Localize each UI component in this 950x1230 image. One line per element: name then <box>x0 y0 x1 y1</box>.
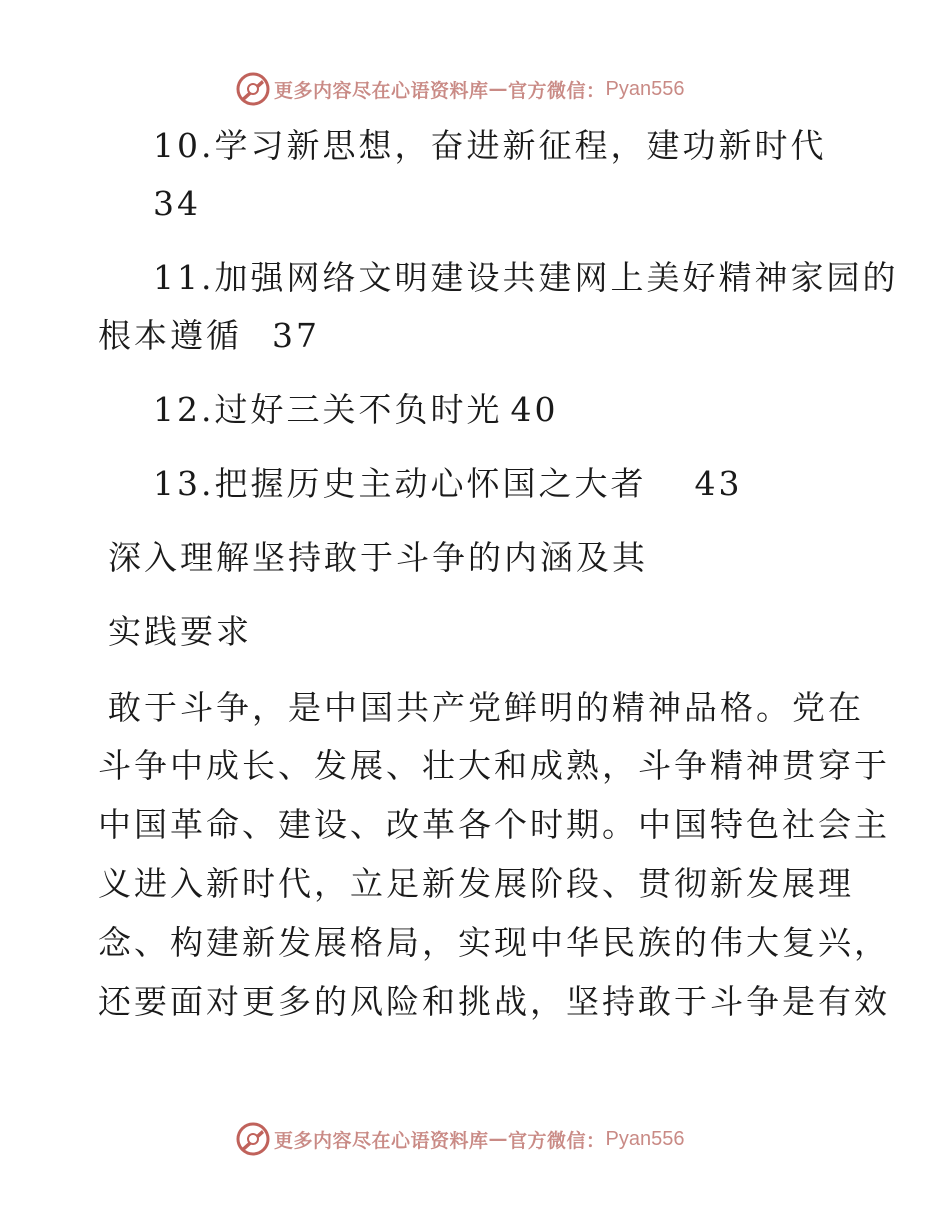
watermark-banner-bottom <box>236 1122 685 1156</box>
toc-entry <box>153 390 558 430</box>
article-heading-line: 实践要求 <box>108 612 252 651</box>
brand-logo-icon <box>236 72 270 106</box>
article-heading-line: 深入理解坚持敢于斗争的内涵及其 <box>108 538 648 577</box>
watermark-text: 更多内容尽在心语资料库 <box>274 1129 489 1152</box>
watermark-dash: — <box>488 1128 509 1150</box>
article-body-line: 斗争中成长、发展、壮大和成熟，斗争精神贯穿于 <box>98 746 890 785</box>
toc-entry-title: 10.学习新思想，奋进新征程，建功新时代 <box>153 126 827 165</box>
toc-entry-title: 11.加强网络文明建设共建网上美好精神家园的 <box>153 258 899 297</box>
article-body-line: 敢于斗争，是中国共产党鲜明的精神品格。党在 <box>108 688 864 727</box>
toc-entry-page: 37 <box>272 316 320 355</box>
brand-logo-icon <box>236 1122 270 1156</box>
article-body-line: 还要面对更多的风险和挑战，坚持敢于斗争是有效 <box>98 982 890 1021</box>
watermark-banner-top <box>236 72 685 106</box>
article-body-line: 念、构建新发展格局，实现中华民族的伟大复兴， <box>98 923 890 962</box>
toc-entry <box>153 464 742 504</box>
toc-entry-continuation <box>98 316 320 356</box>
watermark-wechat-id: Pyan556 <box>605 77 685 100</box>
article-body-line: 中国革命、建设、改革各个时期。中国特色社会主 <box>98 805 890 844</box>
toc-entry-title: 12.过好三关不负时光 <box>153 390 503 429</box>
toc-entry-page: 34 <box>153 184 201 223</box>
toc-entry-title-cont: 根本遵循 <box>98 316 242 355</box>
watermark-label: 官方微信： <box>508 79 606 102</box>
watermark-wechat-id: Pyan556 <box>605 1127 685 1150</box>
watermark-label: 官方微信： <box>508 1129 606 1152</box>
toc-entry-page: 40 <box>510 390 559 429</box>
watermark-dash: — <box>488 78 509 100</box>
toc-entry-title: 13.把握历史主动心怀国之大者 <box>153 464 647 503</box>
watermark-text: 更多内容尽在心语资料库 <box>274 79 489 102</box>
toc-entry-page: 43 <box>694 464 743 503</box>
article-body-line: 义进入新时代，立足新发展阶段、贯彻新发展理 <box>98 864 854 903</box>
